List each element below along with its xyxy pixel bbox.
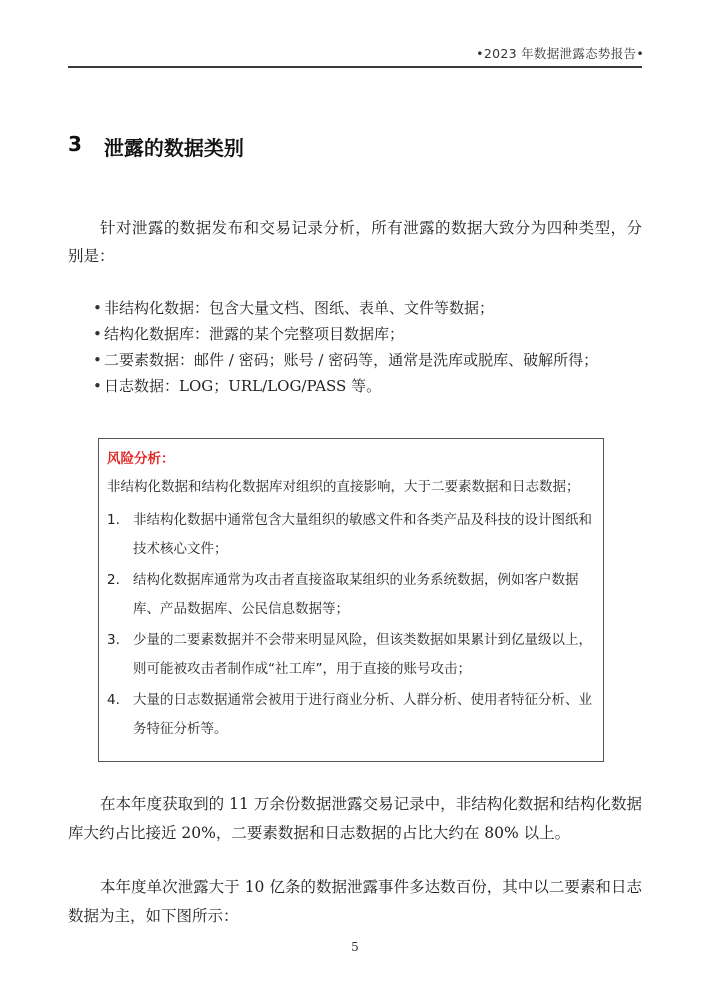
list-item-text: 结构化数据库通常为攻击者直接盗取某组织的业务系统数据，例如客户数据库、产品数据库、公民信息数据等； (133, 572, 579, 617)
list-item-number: 3. (107, 632, 120, 648)
list-item-text: 少量的二要素数据并不会带来明显风险，但该类数据如果累计到亿量级以上，则可能被攻击者制作成“社工库”，用于直接的账号攻击； (133, 632, 592, 677)
list-item: • 结构化数据库：泄露的某个完整项目数据库； (104, 321, 644, 347)
list-item (107, 566, 595, 624)
risk-analysis-list (107, 506, 595, 744)
data-type-list (104, 295, 644, 399)
list-item: • 日志数据：LOG；URL/LOG/PASS 等。 (104, 373, 644, 399)
body-paragraph: 本年度单次泄露大于 10 亿条的数据泄露事件多达数百份，其中以二要素和日志数据为主，如下图所示： (68, 878, 642, 925)
list-item: • 二要素数据：邮件 / 密码；账号 / 密码等，通常是洗库或脱库、破解所得； (104, 347, 644, 373)
list-item (107, 686, 595, 744)
list-item-number: 4. (107, 692, 120, 708)
section-heading (68, 132, 244, 161)
list-item-text: 非结构化数据中通常包含大量组织的敏感文件和各类产品及科技的设计图纸和技术核心文件； (133, 512, 592, 557)
list-item-text: 大量的日志数据通常会被用于进行商业分析、人群分析、使用者特征分析、业务特征分析等。 (133, 692, 592, 737)
intro-paragraph: 针对泄露的数据发布和交易记录分析，所有泄露的数据大致分为四种类型，分别是： (68, 219, 642, 265)
section-number: 3 (68, 132, 82, 156)
body-paragraph: 在本年度获取到的 11 万余份数据泄露交易记录中，非结构化数据和结构化数据库大约占比接近 20%，二要素数据和日志数据的占比大约在 80% 以上。 (68, 795, 642, 842)
report-header-title: •2023 年数据泄露态势报告• (476, 46, 644, 61)
list-item-number: 2. (107, 572, 120, 588)
list-item-number: 1. (107, 512, 120, 528)
risk-analysis-title: 风险分析： (107, 451, 175, 467)
list-item: • 非结构化数据：包含大量文档、图纸、表单、文件等数据； (104, 295, 644, 321)
section-title: 泄露的数据类别 (103, 136, 244, 160)
list-item (107, 626, 595, 684)
list-item (107, 506, 595, 564)
page-number: 5 (351, 940, 359, 954)
risk-analysis-box (98, 438, 604, 762)
header-divider (68, 66, 642, 68)
risk-analysis-summary: 非结构化数据和结构化数据库对组织的直接影响，大于二要素数据和日志数据； (107, 479, 580, 495)
